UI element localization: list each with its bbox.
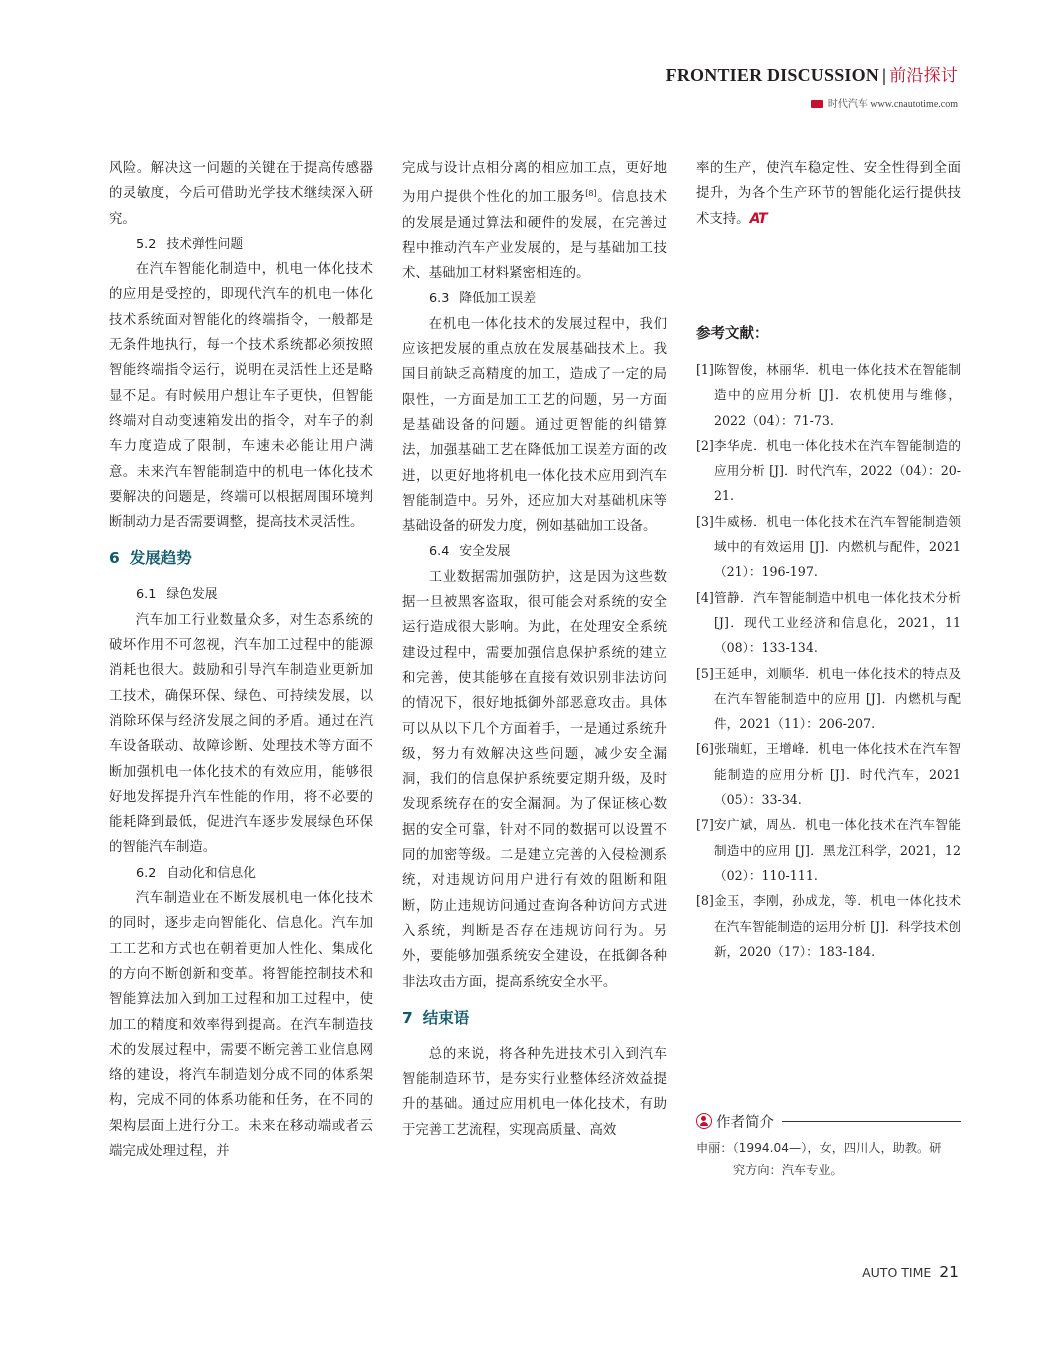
reference-item [696, 509, 961, 585]
subsection-number: 6.3 [429, 291, 450, 307]
header-title-en: FRONTIER DISCUSSION [665, 65, 880, 85]
reference-item [696, 661, 961, 737]
reference-item [696, 888, 961, 964]
paragraph [109, 156, 373, 232]
author-bio [696, 1137, 961, 1181]
paragraph [402, 565, 667, 995]
section-number: 7 [402, 1008, 413, 1027]
paragraph-text: 在汽车智能化制造中，机电一体化技术的应用是受控的，即现代汽车的机电一体化技术系统面对智能化的终端指令，一般都是无条件地执行，每一个技术系统都必须按照智能终端指令运行，说明在灵活性上还是略显不足。有时候用户想让车子更快，但智能终端对自动变速箱发出的指令，对车子的刹车力度造成了限制，车速未必能让用户满意。未来汽车智能制造中的机电一体化技术要解决的问题是，终端可以根据周围环境判断制动力是否需要调整，提高技术灵活性。 [109, 262, 373, 531]
column-3 [696, 156, 961, 232]
subsection-title: 自动化和信息化 [166, 865, 256, 881]
subsection-title: 绿色发展 [166, 587, 218, 603]
reference-number: [6] [696, 741, 714, 757]
references-list [696, 357, 961, 964]
reference-item [696, 736, 961, 812]
reference-item [696, 357, 961, 433]
end-mark-logo: AT [749, 210, 767, 227]
paragraph-text-tail: 。信息技术的发展是通过算法和硬件的发展，在完善过程中推动汽车产业发展的，是与基础加工技术、基础加工材料紧密相连的。 [402, 190, 668, 282]
subsection-title: 技术弹性问题 [166, 236, 244, 252]
paragraph-text: 完成与设计点相分离的相应加工点，更好地为用户提供个性化的加工服务 [402, 161, 667, 206]
paragraph [402, 312, 667, 540]
header-title-cn: 前沿探讨 [889, 66, 958, 86]
reference-text: 张瑞虹，王增峰．机电一体化技术在汽车智能制造的应用分析 [J]．时代汽车，2021（05）：33-34. [714, 741, 961, 808]
section-heading [109, 547, 373, 570]
author-bio-line2: 究方向：汽车专业。 [733, 1163, 843, 1177]
subsection-number: 5.2 [136, 236, 157, 252]
column-1 [109, 156, 373, 1164]
subsection-heading [109, 861, 373, 886]
paragraph [402, 1042, 667, 1143]
section-heading [402, 1007, 667, 1030]
reference-number: [8] [696, 893, 714, 909]
mail-icon [811, 100, 823, 108]
paragraph [402, 156, 667, 286]
author-icon [696, 1113, 712, 1129]
paragraph [109, 257, 373, 535]
citation-mark: [8] [585, 189, 597, 199]
header-subtitle-text: 时代汽车 www.cnautotime.com [827, 99, 958, 110]
reference-number: [7] [696, 817, 714, 833]
page-header [666, 64, 958, 110]
author-header [696, 1110, 961, 1132]
reference-number: [4] [696, 589, 714, 605]
section-number: 6 [109, 549, 120, 568]
author-bio-line1: 申丽：（1994.04—），女，四川人，助教。研 [696, 1141, 942, 1155]
references-title: 参考文献： [696, 326, 769, 342]
reference-number: [3] [696, 513, 714, 529]
paragraph [109, 608, 373, 861]
paragraph [109, 886, 373, 1164]
footer-journal: AUTO TIME [862, 1265, 932, 1280]
paragraph [696, 156, 961, 232]
author-title: 作者简介 [716, 1114, 774, 1131]
page-number: 21 [939, 1263, 959, 1281]
subsection-title: 安全发展 [459, 544, 511, 560]
reference-number: [5] [696, 665, 714, 681]
subsection-heading [402, 539, 667, 564]
section-title: 结束语 [422, 1008, 470, 1027]
subsection-heading [109, 582, 373, 607]
subsection-heading [109, 232, 373, 257]
paragraph-text: 率的生产，使汽车稳定性、安全性得到全面提升，为各个生产环节的智能化运行提供技术支持。 [696, 161, 961, 227]
reference-number: [2] [696, 437, 714, 453]
reference-number: [1] [696, 362, 714, 377]
paragraph-text: 总的来说，将各种先进技术引入到汽车智能制造环节，是夯实行业整体经济效益提升的基础。通过应用机电一体化技术，有助于完善工艺流程，实现高质量、高效 [402, 1046, 667, 1138]
author-divider [782, 1121, 961, 1122]
reference-item [696, 585, 961, 661]
subsection-number: 6.4 [429, 544, 450, 560]
subsection-number: 6.1 [136, 587, 157, 603]
reference-text: 王延申，刘顺华．机电一体化技术的特点及在汽车智能制造中的应用 [J]．内燃机与配件，2021（11）：206-207. [714, 665, 961, 732]
reference-text: 金玉，李刚，孙成龙，等．机电一体化技术在汽车智能制造的运用分析 [J]．科学技术创新，2020（17）：183-184. [714, 893, 961, 959]
paragraph-text: 风险。解决这一问题的关键在于提高传感器的灵敏度，今后可借助光学技术继续深入研究。 [109, 161, 373, 227]
header-title-line [666, 64, 958, 87]
section-title: 发展趋势 [129, 549, 192, 568]
header-subtitle [666, 95, 958, 110]
reference-item [696, 812, 961, 888]
author-box [696, 1110, 961, 1181]
paragraph-text: 工业数据需加强防护，这是因为这些数据一旦被黑客盗取，很可能会对系统的安全运行造成很大影响。为此，在处理安全系统建设过程中，需要加强信息保护系统的建立和完善，使其能够在直接有效识别非法访问的情况下，很好地抵御外部恶意攻击。具体可以从以下几个方面着手，一是通过系统升级，努力有效解决这些问题，减少安全漏洞，我们的信息保护系统要定期升级，及时发现系统存在的安全漏洞。为了保证核心数据的安全可靠，针对不同的数据可以设置不同的加密等级。二是建立完善的入侵检测系统，对违规访问用户进行有效的阻断和阻断，防止违规访问通过查询各种访问方式进入系统，判断是否存在违规访问行为。另外，要能够加强系统安全建设，在抵御各种非法攻击方面，提高系统安全水平。 [402, 569, 667, 990]
paragraph-text: 在机电一体化技术的发展过程中，我们应该把发展的重点放在发展基础技术上。我国目前缺乏高精度的加工，造成了一定的局限性，一方面是加工工艺的问题，另一方面是基础设备的问题。通过更智能的纠错算法，加强基础工艺在降低加工误差方面的改进，以更好地将机电一体化技术应用到汽车智能制造中。另外，还应加大对基础机床等基础设备的研发力度，例如基础加工设备。 [402, 316, 667, 535]
paragraph-text: 汽车制造业在不断发展机电一体化技术的同时，逐步走向智能化、信息化。汽车加工工艺和方式也在朝着更加人性化、集成化的方向不断创新和变革。将智能控制技术和智能算法加入到加工过程和加工过程中，使加工的精度和效率得到提高。在汽车制造技术的发展过程中，需要不断完善工业信息网络的建设，将汽车制造划分成不同的体系架构，完成不同的体系功能和任务，在不同的架构层面上进行分工。未来在移动端或者云端完成处理过程，并 [109, 891, 373, 1159]
column-2 [402, 156, 667, 1143]
subsection-title: 降低加工误差 [459, 291, 537, 307]
subsection-number: 6.2 [136, 865, 157, 881]
subsection-heading [402, 286, 667, 311]
reference-text: 牛威杨．机电一体化技术在汽车智能制造领域中的有效运用 [J]．内燃机与配件，2021（21）：196-197. [714, 513, 961, 580]
page-footer [862, 1262, 959, 1281]
reference-item [696, 433, 961, 509]
header-separator: | [882, 65, 887, 85]
paragraph-text: 汽车加工行业数量众多，对生态系统的破坏作用不可忽视，汽车加工过程中的能源消耗也很大。鼓励和引导汽车制造业更新加工技术，确保环保、绿色、可持续发展，以消除环保与经济发展之间的矛盾。通过在汽车设备联动、故障诊断、处理技术等方面不断加强机电一体化技术的有效应用，能够很好地发挥提升汽车性能的作用，将不必要的能耗降到最低，促进汽车逐步发展绿色环保的智能汽车制造。 [109, 612, 373, 856]
reference-text: 李华虎．机电一体化技术在汽车智能制造的应用分析 [J]．时代汽车，2022（04）：20-21. [714, 437, 961, 504]
reference-text: 管静．汽车智能制造中机电一体化技术分析 [J]．现代工业经济和信息化，2021，11（08）：133-134. [714, 589, 961, 656]
reference-text: 安广斌，周丛．机电一体化技术在汽车智能制造中的应用 [J]．黑龙江科学，2021，12（02）：110-111. [714, 817, 961, 883]
reference-text: 陈智俊，林丽华．机电一体化技术在智能制造中的应用分析 [J]．农机使用与维修，2022（04）：71-73. [714, 362, 961, 428]
